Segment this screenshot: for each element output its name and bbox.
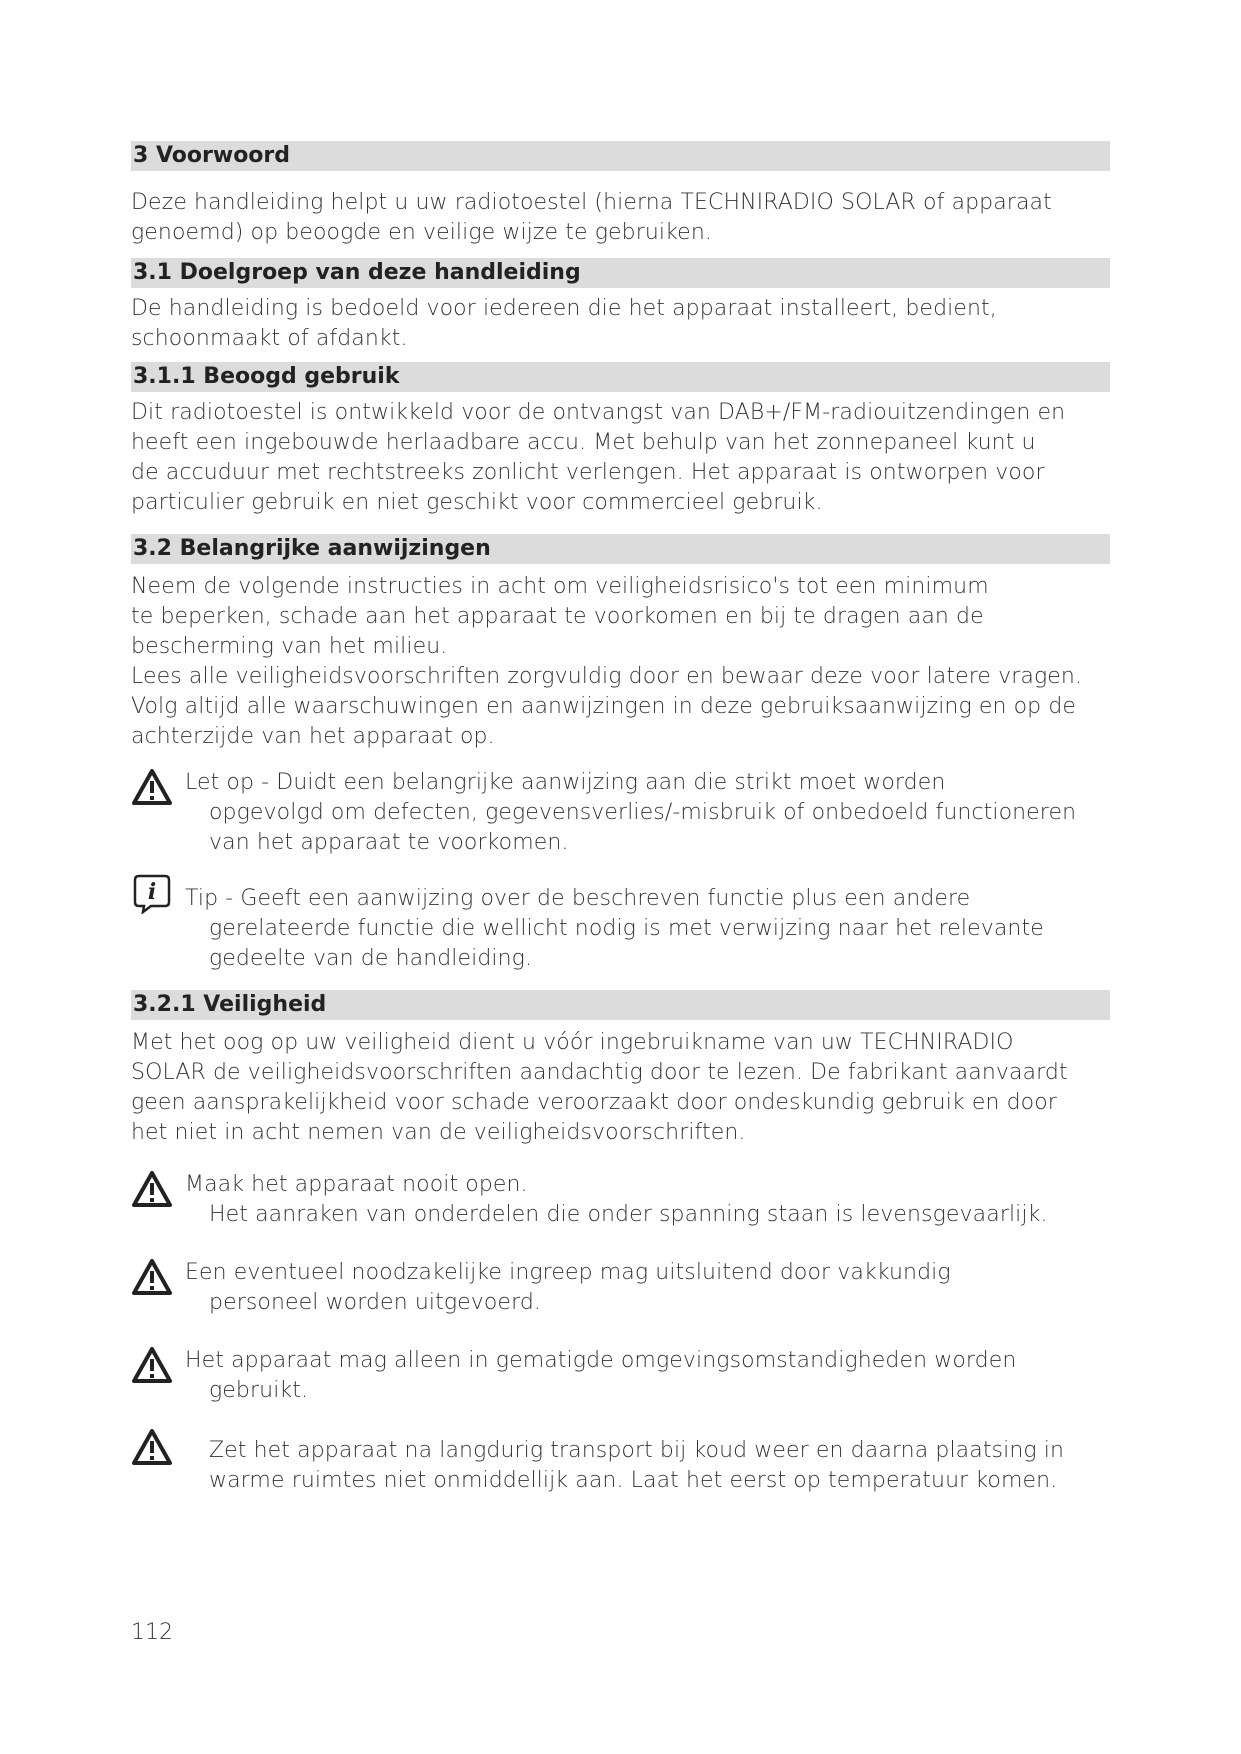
paragraph-line: bescherming van het milieu.: [131, 634, 448, 659]
paragraph-line: Deze handleiding helpt u uw radiotoestel (hierna TECHNIRADIO SOLAR of apparaat: [131, 190, 1052, 215]
section-heading-doelgroep: 3.1 Doelgroep van deze handleiding: [131, 258, 1110, 288]
note-line: van het apparaat te voorkomen.: [209, 830, 569, 855]
section-heading-veiligheid: 3.2.1 Veiligheid: [131, 990, 1110, 1020]
warning-note: [131, 1346, 1110, 1406]
paragraph-line: genoemd) op beoogde en veilige wijze te gebruiken.: [131, 220, 712, 245]
paragraph-line: achterzijde van het apparaat op.: [131, 724, 495, 749]
paragraph-line: particulier gebruik en niet geschikt voor commercieel gebruik.: [131, 490, 823, 515]
paragraph-line: De handleiding is bedoeld voor iedereen die het apparaat installeert, bedient,: [131, 296, 997, 321]
warning-icon: [131, 1346, 173, 1388]
warning-icon: [131, 1258, 173, 1300]
paragraph-line: Neem de volgende instructies in acht om veiligheidsrisico's tot een minimum: [131, 574, 989, 599]
note-line: personeel worden uitgevoerd.: [209, 1290, 541, 1315]
paragraph-line: schoonmaakt of afdankt.: [131, 326, 408, 351]
paragraph-line: heeft een ingebouwde herlaadbare accu. Met behulp van het zonnepaneel kunt u: [131, 430, 1036, 455]
paragraph-line: Volg altijd alle waarschuwingen en aanwijzingen in deze gebruiksaanwijzing en op de: [131, 694, 1077, 719]
paragraph-line: Lees alle veiligheidsvoorschriften zorgvuldig door en bewaar deze voor latere vragen.: [131, 664, 1083, 689]
section-heading-belangrijke-aanwijzingen: 3.2 Belangrijke aanwijzingen: [131, 534, 1110, 564]
paragraph-line: het niet in acht nemen van de veiligheidsvoorschriften.: [131, 1120, 746, 1145]
note-line: warme ruimtes niet onmiddellijk aan. Laat het eerst op temperatuur komen.: [209, 1468, 1058, 1493]
warning-note: [131, 768, 1110, 858]
info-icon: [131, 872, 173, 918]
note-line: Het aanraken van onderdelen die onder spanning staan is levensgevaarlijk.: [209, 1202, 1048, 1227]
paragraph-line: te beperken, schade aan het apparaat te voorkomen en bij te dragen aan de: [131, 604, 984, 629]
paragraph-line: SOLAR de veiligheidsvoorschriften aandachtig door te lezen. De fabrikant aanvaardt: [131, 1060, 1068, 1085]
page-number: 112: [131, 1620, 173, 1645]
note-line: Het apparaat mag alleen in gematigde omgevingsomstandigheden worden: [185, 1348, 1017, 1373]
note-line: opgevolgd om defecten, gegevensverlies/-misbruik of onbedoeld functioneren: [209, 800, 1077, 825]
warning-icon: [131, 1428, 173, 1470]
paragraph-line: geen aansprakelijkheid voor schade veroorzaakt door ondeskundig gebruik en door: [131, 1090, 1057, 1115]
note-line: Zet het apparaat na langdurig transport bij koud weer en daarna plaatsing in: [209, 1438, 1065, 1463]
note-line: Maak het apparaat nooit open.: [185, 1172, 528, 1197]
warning-note: [131, 1436, 1110, 1496]
paragraph-line: Met het oog op uw veiligheid dient u vóór ingebruikname van uw TECHNIRADIO: [131, 1030, 1014, 1055]
section-heading-voorwoord: 3 Voorwoord: [131, 141, 1110, 171]
warning-icon: [131, 768, 173, 810]
manual-page: [131, 141, 1110, 1496]
section-heading-beoogd-gebruik: 3.1.1 Beoogd gebruik: [131, 362, 1110, 392]
warning-note: [131, 1258, 1110, 1318]
tip-note: [131, 879, 1110, 974]
note-line: Een eventueel noodzakelijke ingreep mag uitsluitend door vakkundig: [185, 1260, 951, 1285]
note-line: gerelateerde functie die wellicht nodig is met verwijzing naar het relevante: [209, 916, 1044, 941]
paragraph-line: de accuduur met rechtstreeks zonlicht verlengen. Het apparaat is ontworpen voor: [131, 460, 1045, 485]
warning-icon: [131, 1170, 173, 1212]
note-line: gedeelte van de handleiding.: [209, 946, 533, 971]
note-line: gebruikt.: [209, 1378, 309, 1403]
paragraph-line: Dit radiotoestel is ontwikkeld voor de ontvangst van DAB+/FM-radiouitzendingen en: [131, 400, 1066, 425]
warning-note: [131, 1170, 1110, 1230]
note-line: Let op - Duidt een belangrijke aanwijzing aan die strikt moet worden: [185, 770, 946, 795]
svg-text:i: i: [147, 879, 157, 905]
note-line: Tip - Geeft een aanwijzing over de beschreven functie plus een andere: [185, 886, 971, 911]
